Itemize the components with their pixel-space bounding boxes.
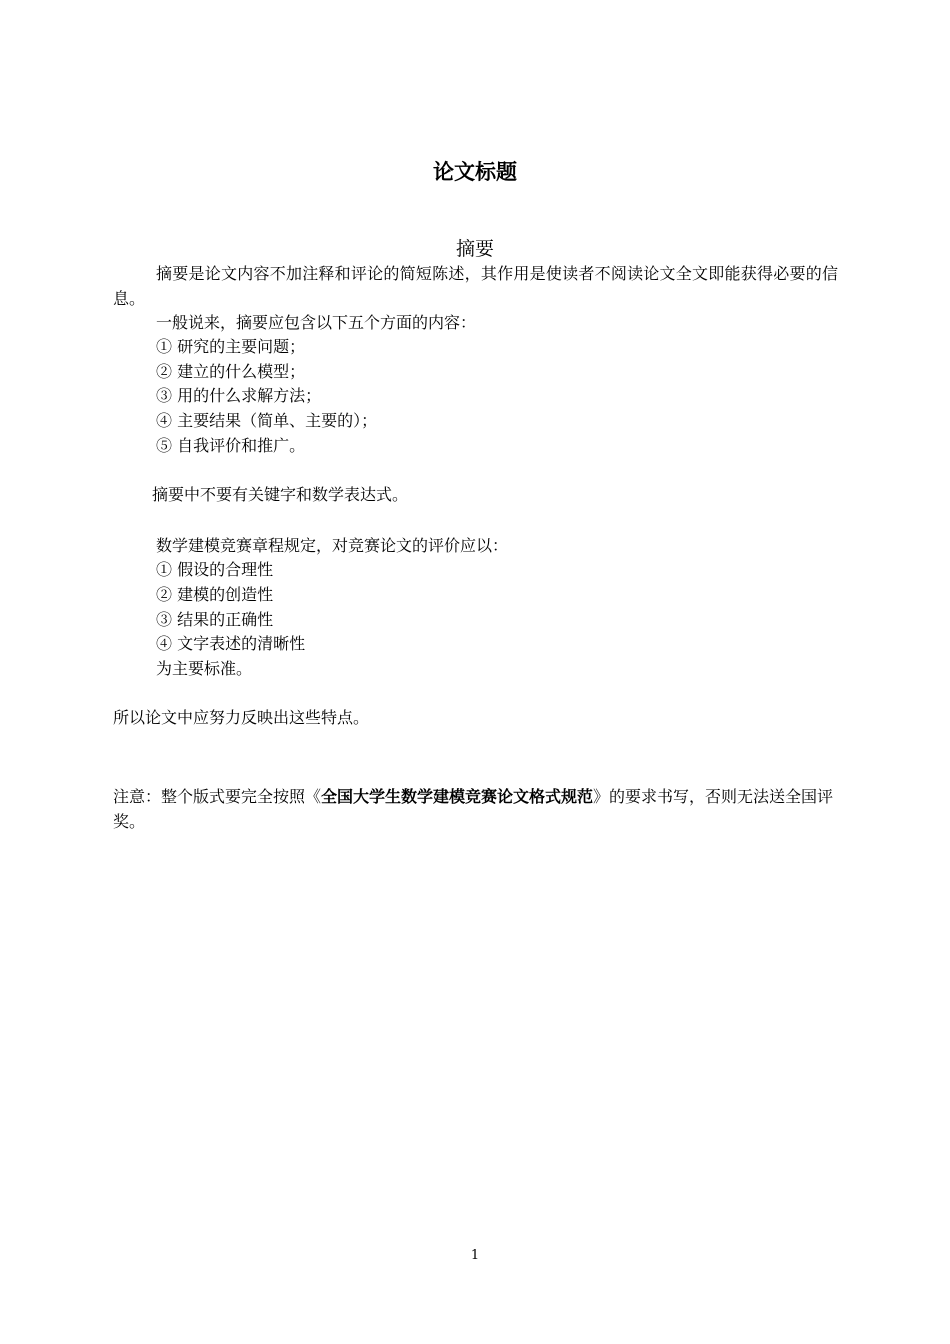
note-suffix: 》的要求书写，否则无法送全国评奖。 [113,787,834,831]
criteria-outro: 为主要标准。 [156,659,253,678]
note-standard-name: 全国大学生数学建模竞赛论文格式规范 [321,787,594,806]
content-item: ③ 用的什么求解方法； [156,386,322,405]
content-item: ② 建立的什么模型； [156,362,306,381]
no-keywords-note: 摘要中不要有关键字和数学表达式。 [152,485,409,504]
abstract-intro-paragraph: 摘要是论文内容不加注释和评论的简短陈述，其作用是使读者不阅读论文全文即能获得必要的信息。 [113,264,838,308]
conclusion: 所以论文中应努力反映出这些特点。 [113,708,370,727]
note-prefix: 注意：整个版式要完全按照《 [113,787,322,806]
paper-title: 论文标题 [433,160,517,184]
content-item: ⑤ 自我评价和推广。 [156,436,306,455]
criteria-intro: 数学建模竞赛章程规定，对竞赛论文的评价应以： [156,536,509,555]
content-intro: 一般说来，摘要应包含以下五个方面的内容： [156,313,477,332]
content-item: ④ 主要结果（简单、主要的）； [156,411,378,430]
content-item: ① 研究的主要问题； [156,337,306,356]
format-note [113,784,838,834]
criteria-item: ④ 文字表述的清晰性 [156,634,306,653]
criteria-item: ① 假设的合理性 [156,560,274,579]
criteria-item: ③ 结果的正确性 [156,610,274,629]
page-number: 1 [470,1248,480,1263]
criteria-item: ② 建模的创造性 [156,585,274,604]
abstract-heading: 摘要 [455,238,494,260]
